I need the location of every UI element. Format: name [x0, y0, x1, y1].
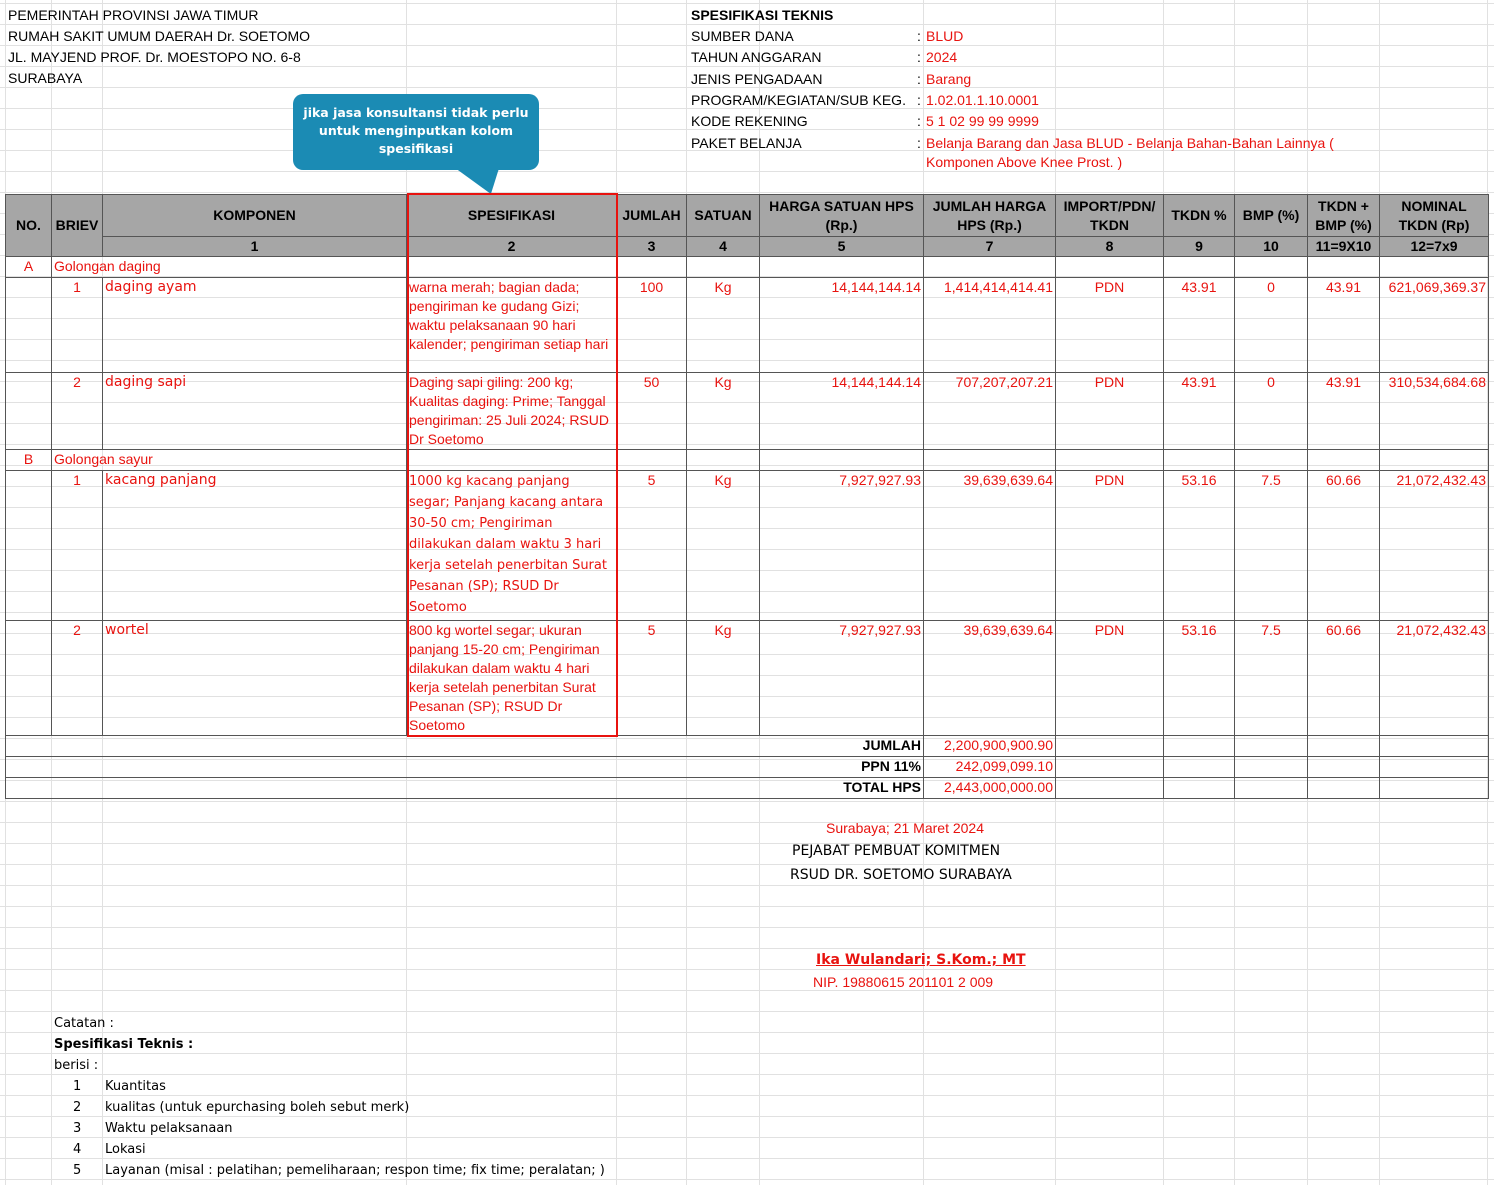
- item-tkdn-bmp: 60.66: [1308, 471, 1380, 621]
- spec-value-program: 1.02.01.1.10.0001: [926, 92, 1039, 108]
- callout-pointer: [455, 168, 513, 194]
- note-item-text: Lokasi: [105, 1142, 146, 1157]
- col-nominal-header-line: NOMINAL: [1401, 197, 1467, 214]
- col-harga-header-line: HARGA SATUAN HPS: [769, 197, 914, 214]
- signer-nip: NIP. 19880615 201101 2 009: [813, 974, 994, 990]
- signer-org: RSUD DR. SOETOMO SURABAYA: [790, 867, 1012, 883]
- col-nominal-header-line: TKDN (Rp): [1398, 216, 1470, 233]
- org-line-4: SURABAYA: [8, 70, 83, 86]
- item-unit: Kg: [687, 621, 760, 736]
- hps-table: [5, 194, 1489, 799]
- item-bmp: 7.5: [1235, 471, 1308, 621]
- col-jumlah-header: JUMLAH: [617, 195, 687, 237]
- signer-role: PEJABAT PEMBUAT KOMITMEN: [792, 843, 1001, 859]
- colnum: 5: [760, 237, 924, 257]
- item-name: daging sapi: [103, 373, 407, 450]
- spec-colon: :: [917, 135, 921, 151]
- item-tkdn-bmp: 43.91: [1308, 373, 1380, 450]
- col-jumlah-harga-header-line: JUMLAH HARGA: [932, 197, 1047, 214]
- col-import-header: [1056, 195, 1164, 237]
- item-bmp: 7.5: [1235, 621, 1308, 736]
- colnum: 7: [924, 237, 1056, 257]
- colnum-row: [6, 237, 1489, 257]
- col-satuan-header: SATUAN: [687, 195, 760, 237]
- item-bmp: 0: [1235, 278, 1308, 373]
- spec-value-paket: Belanja Barang dan Jasa BLUD - Belanja Bahan-Bahan Lainnya (: [926, 135, 1334, 151]
- item-no: 2: [52, 373, 103, 450]
- colnum: 4: [687, 237, 760, 257]
- spec-value-kode: 5 1 02 99 99 9999: [926, 113, 1039, 129]
- item-price: 7,927,927.93: [760, 621, 924, 736]
- item-origin: PDN: [1056, 471, 1164, 621]
- total-value: 2,443,000,000.00: [924, 778, 1056, 799]
- spec-colon: :: [917, 71, 921, 87]
- col-bmp-header: BMP (%): [1235, 195, 1308, 237]
- col-spesifikasi-header: SPESIFIKASI: [407, 195, 617, 237]
- col-jumlah-harga-header-line: HPS (Rp.): [957, 216, 1022, 233]
- spec-colon: :: [917, 113, 921, 129]
- spec-value-tahun: 2024: [926, 49, 958, 65]
- spec-value-sumber-dana: BLUD: [926, 28, 964, 44]
- group-name: Golongan daging: [52, 257, 407, 278]
- group-row: [6, 450, 1489, 471]
- item-spec: Daging sapi giling: 200 kg; Kualitas daging: Prime; Tanggal pengiriman: 25 Juli 2024; RSUD Dr Soetomo: [407, 373, 617, 450]
- note-item-text: Kuantitas: [105, 1079, 166, 1094]
- spec-label-jenis: JENIS PENGADAAN: [691, 71, 823, 87]
- item-name: daging ayam: [103, 278, 407, 373]
- spec-value-jenis: Barang: [926, 71, 972, 87]
- colnum: 11=9X10: [1308, 237, 1380, 257]
- group-name: Golongan sayur: [52, 450, 407, 471]
- note-item-text: Waktu pelaksanaan: [105, 1121, 233, 1136]
- total-row: [6, 757, 1489, 778]
- item-tkdn-bmp: 43.91: [1308, 278, 1380, 373]
- org-line-1: PEMERINTAH PROVINSI JAWA TIMUR: [8, 7, 259, 23]
- total-row: [6, 778, 1489, 799]
- item-price: 7,927,927.93: [760, 471, 924, 621]
- item-total: 39,639,639.64: [924, 621, 1056, 736]
- note-item-no: 2: [73, 1100, 82, 1115]
- item-total: 39,639,639.64: [924, 471, 1056, 621]
- colnum: 8: [1056, 237, 1164, 257]
- item-name: kacang panjang: [103, 471, 407, 621]
- item-qty: 5: [617, 621, 687, 736]
- note-item-text: kualitas (untuk epurchasing boleh sebut merk): [105, 1100, 410, 1115]
- total-value: 242,099,099.10: [924, 757, 1056, 778]
- col-jumlah-harga-header: [924, 195, 1056, 237]
- callout-line: jika jasa konsultansi tidak perlu: [303, 105, 529, 120]
- note-item-no: 4: [73, 1142, 82, 1157]
- item-tkdn: 43.91: [1164, 373, 1235, 450]
- note-item-no: 1: [73, 1079, 82, 1094]
- col-import-header-line: TKDN: [1090, 216, 1129, 233]
- item-tkdn: 53.16: [1164, 621, 1235, 736]
- item-total: 1,414,414,414.41: [924, 278, 1056, 373]
- colnum: 9: [1164, 237, 1235, 257]
- table-row: [6, 278, 1489, 373]
- col-tkdn-header: TKDN %: [1164, 195, 1235, 237]
- item-qty: 50: [617, 373, 687, 450]
- col-briev-header: BRIEV: [52, 195, 103, 257]
- item-nominal: 21,072,432.43: [1380, 621, 1489, 736]
- col-nominal-header: [1380, 195, 1489, 237]
- spec-label-paket: PAKET BELANJA: [691, 135, 802, 151]
- col-harga-header: [760, 195, 924, 237]
- table-row: [6, 621, 1489, 736]
- col-tkdn-bmp-header-line: TKDN +: [1318, 197, 1369, 214]
- item-no: 1: [52, 471, 103, 621]
- item-price: 14,144,144.14: [760, 373, 924, 450]
- org-line-2: RUMAH SAKIT UMUM DAERAH Dr. SOETOMO: [8, 28, 311, 44]
- group-code: B: [6, 450, 52, 471]
- spec-colon: :: [917, 92, 921, 108]
- total-label: TOTAL HPS: [6, 778, 924, 799]
- spec-title: SPESIFIKASI TEKNIS: [691, 7, 834, 23]
- item-nominal: 310,534,684.68: [1380, 373, 1489, 450]
- org-line-3: JL. MAYJEND PROF. Dr. MOESTOPO NO. 6-8: [8, 49, 301, 65]
- col-tkdn-bmp-header-line: BMP (%): [1315, 216, 1372, 233]
- col-import-header-line: IMPORT/PDN/: [1063, 197, 1156, 214]
- item-price: 14,144,144.14: [760, 278, 924, 373]
- place-date: Surabaya; 21 Maret 2024: [826, 820, 984, 836]
- notes-title: Spesifikasi Teknis :: [54, 1037, 194, 1052]
- spec-value-paket-line2: Komponen Above Knee Prost. ): [926, 154, 1123, 170]
- item-tkdn: 43.91: [1164, 278, 1235, 373]
- item-no: 1: [52, 278, 103, 373]
- col-tkdn-bmp-header: [1308, 195, 1380, 237]
- item-nominal: 621,069,369.37: [1380, 278, 1489, 373]
- table-row: [6, 471, 1489, 621]
- item-unit: Kg: [687, 471, 760, 621]
- col-harga-header-line: (Rp.): [825, 216, 858, 233]
- item-tkdn: 53.16: [1164, 471, 1235, 621]
- total-label: PPN 11%: [6, 757, 924, 778]
- colnum: 2: [407, 237, 617, 257]
- note-item-text: Layanan (misal : pelatihan; pemeliharaan; respon time; fix time; peralatan; ): [105, 1163, 605, 1178]
- spec-label-sumber-dana: SUMBER DANA: [691, 28, 794, 44]
- item-nominal: 21,072,432.43: [1380, 471, 1489, 621]
- comment-callout: [293, 94, 539, 170]
- item-spec: 1000 kg kacang panjang segar; Panjang kacang antara 30-50 cm; Pengiriman dilakukan dalam waktu 3 hari kerja setelah penerbitan Surat Pesanan (SP); RSUD Dr Soetomo: [407, 471, 617, 621]
- colnum: 12=7x9: [1380, 237, 1489, 257]
- item-qty: 5: [617, 471, 687, 621]
- item-name: wortel: [103, 621, 407, 736]
- spec-label-tahun: TAHUN ANGGARAN: [691, 49, 822, 65]
- header-row: [6, 195, 1489, 237]
- colnum: 10: [1235, 237, 1308, 257]
- notes-berisi: berisi :: [54, 1058, 99, 1073]
- group-row: [6, 257, 1489, 278]
- table-row: [6, 373, 1489, 450]
- item-unit: Kg: [687, 278, 760, 373]
- spec-colon: :: [917, 28, 921, 44]
- item-spec: 800 kg wortel segar; ukuran panjang 15-20 cm; Pengiriman dilakukan dalam waktu 4 hari kerja setelah penerbitan Surat Pesanan (SP); RSUD Dr Soetomo: [407, 621, 617, 736]
- col-no-header: NO.: [6, 195, 52, 257]
- spec-label-kode: KODE REKENING: [691, 113, 808, 129]
- item-origin: PDN: [1056, 278, 1164, 373]
- item-bmp: 0: [1235, 373, 1308, 450]
- item-origin: PDN: [1056, 621, 1164, 736]
- colnum: 1: [103, 237, 407, 257]
- note-item-no: 5: [73, 1163, 82, 1178]
- spec-label-program: PROGRAM/KEGIATAN/SUB KEG.: [691, 92, 906, 108]
- total-label: JUMLAH: [6, 736, 924, 757]
- spec-colon: :: [917, 49, 921, 65]
- callout-line: spesifikasi: [378, 141, 454, 156]
- item-no: 2: [52, 621, 103, 736]
- item-total: 707,207,207.21: [924, 373, 1056, 450]
- item-spec: warna merah; bagian dada; pengiriman ke gudang Gizi; waktu pelaksanaan 90 hari kalender; pengiriman setiap hari: [407, 278, 617, 373]
- colnum: 3: [617, 237, 687, 257]
- item-qty: 100: [617, 278, 687, 373]
- item-origin: PDN: [1056, 373, 1164, 450]
- signer-name: Ika Wulandari; S.Kom.; MT: [816, 952, 1026, 968]
- item-tkdn-bmp: 60.66: [1308, 621, 1380, 736]
- item-unit: Kg: [687, 373, 760, 450]
- total-row: [6, 736, 1489, 757]
- callout-line: untuk menginputkan kolom: [318, 123, 514, 138]
- group-code: A: [6, 257, 52, 278]
- col-komponen-header: KOMPONEN: [103, 195, 407, 237]
- total-value: 2,200,900,900.90: [924, 736, 1056, 757]
- notes-catatan: Catatan :: [54, 1016, 114, 1031]
- note-item-no: 3: [73, 1121, 82, 1136]
